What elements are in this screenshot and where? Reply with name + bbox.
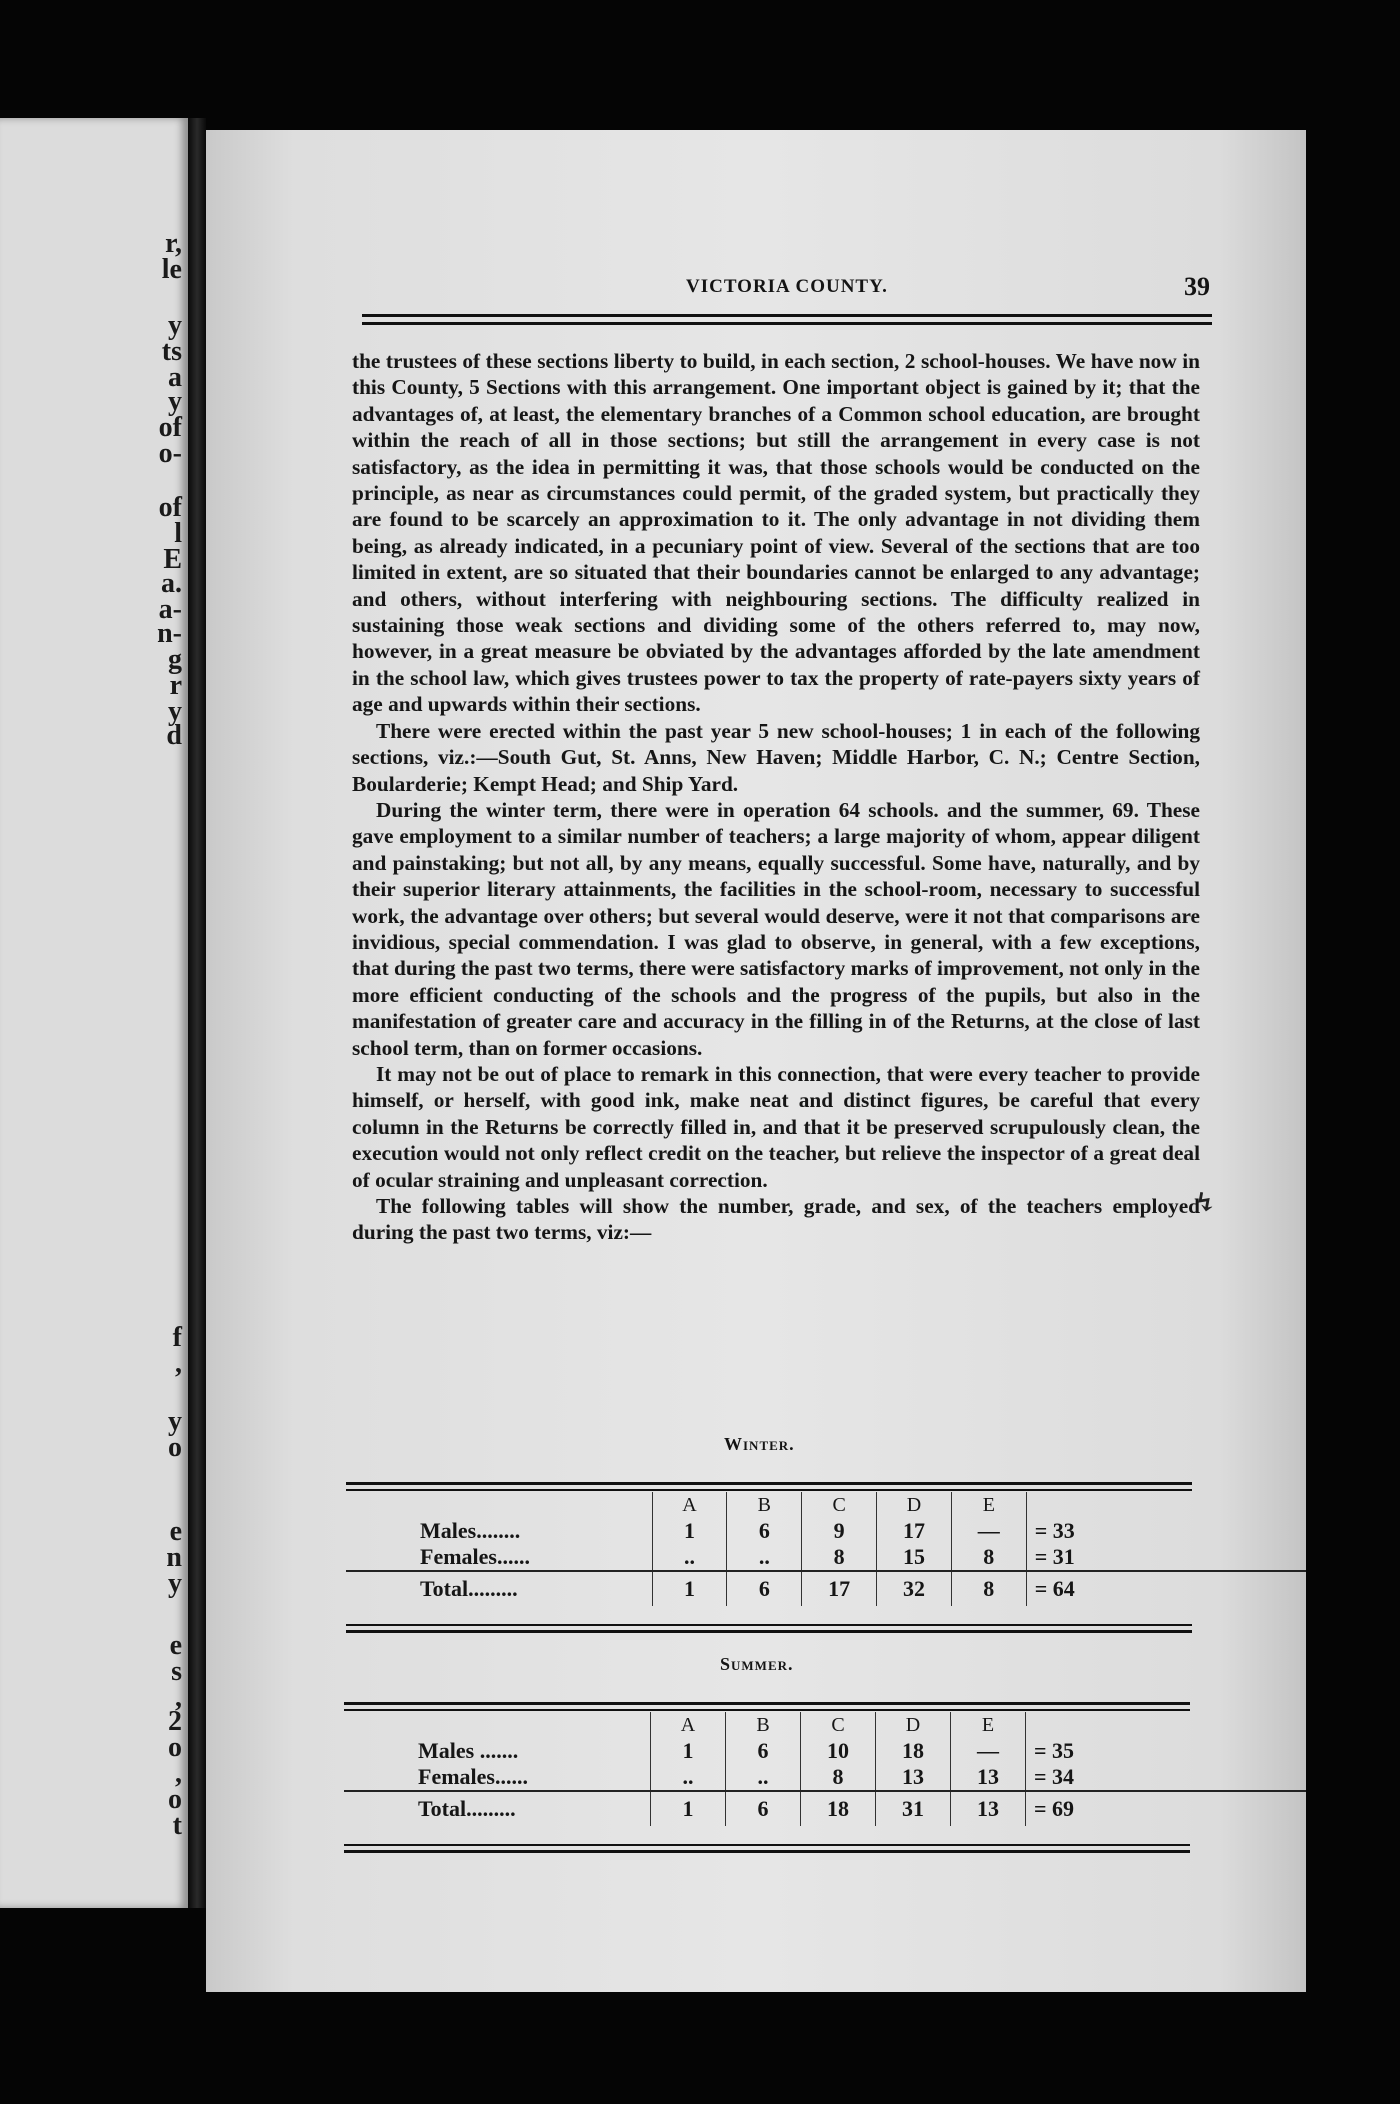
adjacent-page-char: E <box>163 544 182 575</box>
table-row <box>344 1764 1306 1791</box>
adjacent-page-char: o <box>168 1784 182 1815</box>
summer-table-bottom-rule <box>344 1844 1190 1853</box>
cell: 17 <box>802 1571 877 1606</box>
winter-table <box>346 1492 1306 1606</box>
adjacent-page-char: s <box>171 1656 182 1687</box>
adjacent-page-char: y <box>168 1568 182 1599</box>
cell: 6 <box>726 1791 801 1826</box>
adjacent-page-char: y <box>168 696 182 727</box>
adjacent-page-char: n- <box>157 618 182 649</box>
adjacent-page-char: y <box>168 386 182 417</box>
cell: 13 <box>951 1791 1026 1826</box>
paragraph: There were erected within the past year 5 new school-houses; 1 in each of the following sections, viz.:—South Gut, St. Anns, New Haven; Middle Harbor, C. N.; Centre Section, Boularderie; Kempt Head; and Ship Yard. <box>352 718 1200 796</box>
adjacent-page-char: y <box>168 1406 182 1437</box>
page-number: 39 <box>1184 272 1210 301</box>
cell: 8 <box>951 1571 1026 1606</box>
adjacent-page-char: e <box>169 1516 182 1547</box>
adjacent-page-char: o <box>168 1432 182 1463</box>
running-title: VICTORIA COUNTY. <box>686 276 888 297</box>
cell: 1 <box>652 1571 727 1606</box>
header-rule <box>362 314 1212 325</box>
row-label: Females...... <box>420 1544 530 1569</box>
table-row <box>344 1738 1306 1764</box>
cell: — <box>951 1738 1026 1764</box>
cell: 10 <box>801 1738 876 1764</box>
adjacent-page-char: ts <box>161 336 182 367</box>
adjacent-page-char: t <box>172 1810 182 1841</box>
cell: 6 <box>726 1738 801 1764</box>
adjacent-page-char: a- <box>158 594 182 625</box>
col-header: D <box>876 1712 951 1738</box>
cell: 1 <box>651 1791 726 1826</box>
row-sum: = 69 <box>1026 1791 1127 1826</box>
summer-table-title: Summer. <box>720 1654 794 1674</box>
adjacent-page-char: of <box>158 492 182 523</box>
col-header: A <box>651 1712 726 1738</box>
adjacent-page-edge <box>0 118 188 1908</box>
adjacent-page-char: of <box>158 412 182 443</box>
adjacent-page-char: a <box>168 362 182 393</box>
col-header: A <box>652 1492 727 1518</box>
adjacent-page-char: y <box>168 310 182 341</box>
row-sum: = 64 <box>1026 1571 1126 1606</box>
adjacent-page-char: r, <box>165 228 182 259</box>
adjacent-page-char: n <box>166 1542 182 1573</box>
paragraph: The following tables will show the number, grade, and sex, of the teachers employed during the past two terms, viz:— <box>352 1194 1200 1245</box>
row-sum: = 33 <box>1026 1518 1126 1544</box>
adjacent-page-char: o <box>168 1732 182 1763</box>
running-head <box>206 272 1306 306</box>
adjacent-page-char: r <box>169 670 182 701</box>
row-label: Females...... <box>418 1764 528 1789</box>
adjacent-page-char: a. <box>161 568 182 599</box>
winter-table-bottom-rule <box>346 1624 1192 1633</box>
adjacent-page-char: 2 <box>168 1706 182 1737</box>
cell: .. <box>727 1544 802 1571</box>
col-header: E <box>951 1712 1026 1738</box>
col-header: C <box>802 1492 877 1518</box>
cell: 9 <box>802 1518 877 1544</box>
col-header: B <box>726 1712 801 1738</box>
col-header: C <box>801 1712 876 1738</box>
cell: 17 <box>877 1518 952 1544</box>
adjacent-page-char: , <box>175 1348 182 1379</box>
cell: 8 <box>951 1544 1026 1571</box>
cell: .. <box>652 1544 727 1571</box>
cell: 1 <box>651 1738 726 1764</box>
cell: 6 <box>727 1518 802 1544</box>
col-header: E <box>951 1492 1026 1518</box>
cell: 15 <box>877 1544 952 1571</box>
cell: — <box>951 1518 1026 1544</box>
row-sum: = 35 <box>1026 1738 1127 1764</box>
cell: .. <box>726 1764 801 1791</box>
col-header: D <box>877 1492 952 1518</box>
summer-table-top-rule <box>344 1702 1190 1711</box>
summer-table <box>344 1712 1306 1826</box>
winter-table-title: Winter. <box>724 1434 795 1454</box>
cell: 6 <box>727 1571 802 1606</box>
paragraph: the trustees of these sections liberty to build, in each section, 2 school-houses. We have now in this County, 5 Sections with this arrangement. One important object is gained by it; that the advantages of, at least, the elementary branches of a Common school education, are brought within the reach of all in those sections; but still the arrangement in every case is not satisfactory, as the idea in permitting it was, that those schools would be conducted on the principle, as near as circumstances could permit, of the graded system, but practically they are found to be scarcely an approximation to it. The only advantage in not dividing them being, as already indicated, in a pecuniary point of view. Several of the sections that are too limited in extent, are so situated that their boundaries cannot be enlarged to any advantage; and others, without interfering with neighbouring sections. The difficulty realized in sustaining those weak sections and dividing some of the others referred to, may now, however, in a great measure be obviated by the advantages afforded by the late amendment in the school law, which gives trustees power to tax the property of rate-payers sixty years of age and upwards within their sections. <box>352 349 1200 717</box>
cell: 32 <box>877 1571 952 1606</box>
row-label: Males........ <box>420 1518 521 1543</box>
paragraph: During the winter term, there were in operation 64 schools. and the summer, 69. These gave employment to a similar number of teachers; a large majority of whom, appear diligent and painstaking; but not all, by any means, equally successful. Some have, naturally, and by their superior literary attainments, the facilities in the school-room, necessary to successful work, the advantage over others; but several would deserve, were it not that comparisons are invidious, special commendation. I was glad to observe, in general, with a few exceptions, that during the past two terms, there were satisfactory marks of improvement, not only in the more efficient conducting of the schools and the progress of the pupils, but also in the manifestation of greater care and accuracy in the filling in of the Returns, at the close of last school term, than on former occasions. <box>352 797 1200 1060</box>
cell: 8 <box>802 1544 877 1571</box>
adjacent-page-char: e <box>169 1630 182 1661</box>
adjacent-page-char: le <box>161 254 182 285</box>
table-total-row <box>346 1571 1306 1606</box>
cell: 13 <box>876 1764 951 1791</box>
cell: 1 <box>652 1518 727 1544</box>
adjacent-page-char: , <box>175 1758 182 1789</box>
adjacent-page-char: g <box>168 644 182 675</box>
row-sum: = 34 <box>1026 1764 1127 1791</box>
adjacent-page-char: d <box>166 720 182 751</box>
margin-pencil-mark: ↯ <box>1194 1188 1217 1217</box>
cell: 31 <box>876 1791 951 1826</box>
table-row <box>346 1518 1306 1544</box>
body-text <box>352 348 1200 1246</box>
cell: 8 <box>801 1764 876 1791</box>
cell: .. <box>651 1764 726 1791</box>
winter-table-top-rule <box>346 1482 1192 1491</box>
page <box>206 130 1306 1992</box>
row-label: Males ....... <box>418 1738 519 1763</box>
cell: 18 <box>801 1791 876 1826</box>
col-header: B <box>727 1492 802 1518</box>
adjacent-page-char: o- <box>158 438 182 469</box>
row-sum: = 31 <box>1026 1544 1126 1571</box>
cell: 13 <box>951 1764 1026 1791</box>
row-label: Total......... <box>346 1571 652 1606</box>
row-label: Total......... <box>344 1791 651 1826</box>
adjacent-page-char: l <box>174 518 182 549</box>
book-gutter <box>188 118 206 1908</box>
table-total-row <box>344 1791 1306 1826</box>
table-row <box>346 1544 1306 1571</box>
adjacent-page-char: , <box>175 1682 182 1713</box>
adjacent-page-char: f <box>172 1322 182 1353</box>
paragraph: It may not be out of place to remark in this connection, that were every teacher to provide himself, or herself, with good ink, make neat and distinct figures, be careful that every column in the Returns be correctly filled in, and that it be preserved scrupulously clean, the execution would not only reflect credit on the teacher, but relieve the inspector of a great deal of ocular straining and unpleasant correction. <box>352 1061 1200 1192</box>
cell: 18 <box>876 1738 951 1764</box>
